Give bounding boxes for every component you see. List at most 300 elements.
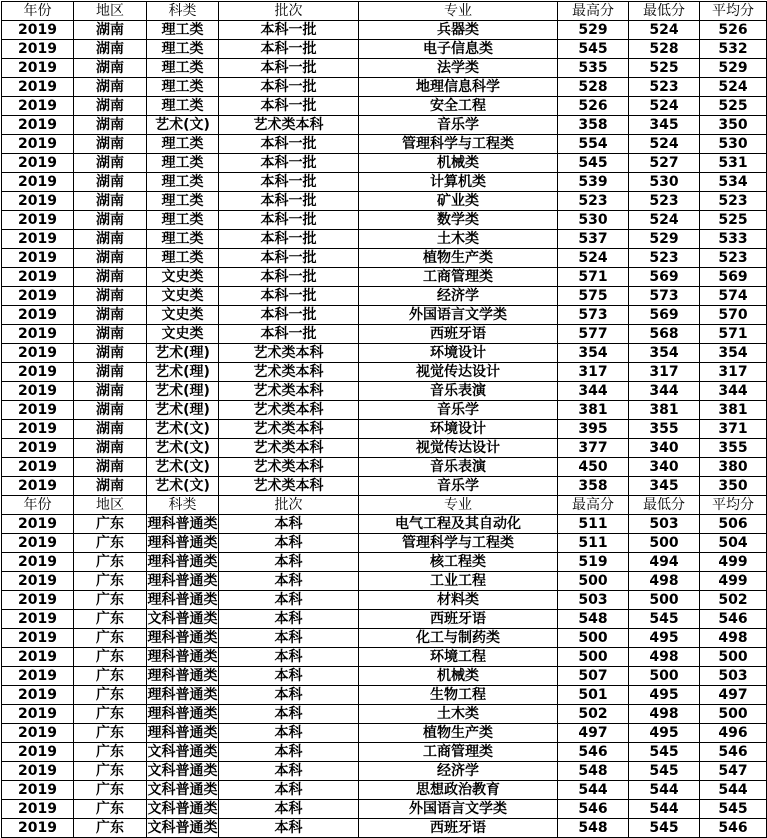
cell-category: 艺术(理): [147, 363, 219, 382]
cell-year: 2019: [2, 534, 74, 553]
cell-avg-score: 544: [700, 781, 767, 800]
cell-batch: 本科一批: [219, 287, 359, 306]
cell-min-score: 495: [629, 629, 700, 648]
table-row: [2, 534, 767, 553]
cell-min-score: 544: [629, 781, 700, 800]
cell-year: 2019: [2, 743, 74, 762]
cell-batch: 本科: [219, 591, 359, 610]
table-row: [2, 249, 767, 268]
table-row: [2, 800, 767, 819]
cell-year: 2019: [2, 287, 74, 306]
cell-category: 理科普通类: [147, 630, 218, 646]
table-row: [2, 591, 767, 610]
cell-major: 电气工程及其自动化: [359, 515, 558, 534]
cell-max-score: 546: [558, 743, 629, 762]
cell-max-score: 344: [558, 382, 629, 401]
cell-batch: 艺术类本科: [219, 458, 359, 477]
cell-min-score: 524: [629, 21, 700, 40]
cell-avg-score: 523: [700, 249, 767, 268]
cell-major: 植物生产类: [359, 249, 558, 268]
cell-min-score: 524: [629, 211, 700, 230]
cell-batch: 艺术类本科: [219, 420, 359, 439]
header-region: 地区: [74, 2, 147, 21]
cell-major: 植物生产类: [359, 724, 558, 743]
cell-avg-score: 546: [700, 819, 767, 838]
cell-year: 2019: [2, 610, 74, 629]
cell-batch: 本科一批: [219, 306, 359, 325]
cell-min-score: 498: [629, 705, 700, 724]
cell-avg-score: 354: [700, 344, 767, 363]
cell-category: 理工类: [147, 78, 219, 97]
cell-category: 文史类: [147, 268, 219, 287]
cell-batch: 本科: [219, 781, 359, 800]
cell-year: 2019: [2, 154, 74, 173]
cell-min-score: 494: [629, 553, 700, 572]
cell-min-score: 530: [629, 173, 700, 192]
cell-min-score: 545: [629, 610, 700, 629]
cell-avg-score: 506: [700, 515, 767, 534]
cell-year: 2019: [2, 667, 74, 686]
cell-batch: 本科一批: [219, 40, 359, 59]
cell-batch: 艺术类本科: [219, 363, 359, 382]
cell-avg-score: 504: [700, 534, 767, 553]
cell-category: 理科普通类: [147, 535, 218, 551]
cell-category: 文史类: [147, 325, 219, 344]
cell-avg-score: 499: [700, 572, 767, 591]
cell-year: 2019: [2, 686, 74, 705]
cell-year: 2019: [2, 78, 74, 97]
cell-avg-score: 570: [700, 306, 767, 325]
cell-category: 理科普通类: [147, 725, 218, 741]
cell-major: 环境设计: [359, 420, 558, 439]
cell-region: 湖南: [74, 211, 147, 230]
cell-max-score: 511: [558, 534, 629, 553]
cell-region: 广东: [74, 667, 147, 686]
cell-year: 2019: [2, 192, 74, 211]
table-row: [2, 477, 767, 496]
cell-avg-score: 502: [700, 591, 767, 610]
cell-max-score: 548: [558, 762, 629, 781]
cell-batch: 本科一批: [219, 21, 359, 40]
cell-major: 兵器类: [359, 21, 558, 40]
cell-avg-score: 344: [700, 382, 767, 401]
cell-min-score: 523: [629, 249, 700, 268]
cell-max-score: 535: [558, 59, 629, 78]
header-year: 年份: [2, 2, 74, 21]
cell-category: 艺术(理): [147, 344, 219, 363]
cell-batch: 本科: [219, 610, 359, 629]
cell-region: 湖南: [74, 287, 147, 306]
cell-region: 湖南: [74, 97, 147, 116]
table-row: [2, 40, 767, 59]
cell-region: 湖南: [74, 477, 147, 496]
cell-max-score: 573: [558, 306, 629, 325]
cell-max-score: 544: [558, 781, 629, 800]
cell-batch: 本科: [219, 553, 359, 572]
cell-min-score: 524: [629, 135, 700, 154]
table-row: [2, 135, 767, 154]
table-row: [2, 610, 767, 629]
cell-avg-score: 533: [700, 230, 767, 249]
cell-batch: 本科一批: [219, 173, 359, 192]
cell-min-score: 495: [629, 686, 700, 705]
cell-region: 湖南: [74, 325, 147, 344]
cell-region: 湖南: [74, 249, 147, 268]
cell-min-score: 355: [629, 420, 700, 439]
cell-region: 广东: [74, 781, 147, 800]
cell-major: 外国语言文学类: [359, 306, 558, 325]
cell-batch: 本科: [219, 515, 359, 534]
cell-major: 音乐学: [359, 401, 558, 420]
cell-year: 2019: [2, 21, 74, 40]
cell-category: 理科普通类: [147, 687, 218, 703]
cell-max-score: 528: [558, 78, 629, 97]
cell-region: 湖南: [74, 401, 147, 420]
table-row: [2, 78, 767, 97]
cell-major: 管理科学与工程类: [359, 135, 558, 154]
cell-avg-score: 530: [700, 135, 767, 154]
cell-batch: 本科一批: [219, 59, 359, 78]
cell-region: 湖南: [74, 78, 147, 97]
cell-major: 工商管理类: [359, 743, 558, 762]
table-row: [2, 705, 767, 724]
cell-min-score: 524: [629, 97, 700, 116]
table-row: [2, 154, 767, 173]
cell-max-score: 501: [558, 686, 629, 705]
cell-avg-score: 571: [700, 325, 767, 344]
cell-category: 艺术(文): [147, 477, 219, 496]
cell-max-score: 497: [558, 724, 629, 743]
cell-category: 文科普通类: [147, 744, 218, 760]
table-header-row: [2, 2, 767, 21]
header-min: 最低分: [629, 496, 700, 515]
table-row: [2, 211, 767, 230]
cell-batch: 本科一批: [219, 230, 359, 249]
table-row: [2, 553, 767, 572]
cell-category: 理工类: [147, 211, 219, 230]
cell-batch: 本科一批: [219, 211, 359, 230]
cell-major: 材料类: [359, 591, 558, 610]
cell-region: 湖南: [74, 21, 147, 40]
table-row: [2, 363, 767, 382]
cell-category: 理工类: [147, 154, 219, 173]
cell-region: 湖南: [74, 154, 147, 173]
cell-year: 2019: [2, 401, 74, 420]
cell-min-score: 500: [629, 591, 700, 610]
header-major: 专业: [359, 496, 558, 515]
cell-max-score: 500: [558, 629, 629, 648]
cell-category: 艺术(文): [147, 458, 219, 477]
header-category: 科类: [147, 496, 219, 515]
table-row: [2, 743, 767, 762]
cell-avg-score: 371: [700, 420, 767, 439]
table-row: [2, 230, 767, 249]
cell-region: 广东: [74, 515, 147, 534]
cell-year: 2019: [2, 40, 74, 59]
cell-region: 湖南: [74, 230, 147, 249]
cell-region: 湖南: [74, 363, 147, 382]
cell-avg-score: 525: [700, 97, 767, 116]
cell-max-score: 354: [558, 344, 629, 363]
cell-category: 理工类: [147, 192, 219, 211]
cell-min-score: 545: [629, 743, 700, 762]
cell-batch: 本科: [219, 667, 359, 686]
cell-min-score: 573: [629, 287, 700, 306]
table-row: [2, 572, 767, 591]
cell-region: 湖南: [74, 59, 147, 78]
cell-max-score: 395: [558, 420, 629, 439]
cell-major: 机械类: [359, 667, 558, 686]
cell-category: 理科普通类: [147, 668, 218, 684]
cell-year: 2019: [2, 724, 74, 743]
cell-max-score: 537: [558, 230, 629, 249]
cell-major: 核工程类: [359, 553, 558, 572]
table-row: [2, 116, 767, 135]
cell-min-score: 525: [629, 59, 700, 78]
cell-year: 2019: [2, 116, 74, 135]
cell-category: 理工类: [147, 173, 219, 192]
cell-category: 艺术(文): [147, 420, 219, 439]
cell-batch: 本科: [219, 819, 359, 838]
cell-region: 广东: [74, 534, 147, 553]
cell-region: 广东: [74, 591, 147, 610]
cell-max-score: 511: [558, 515, 629, 534]
cell-avg-score: 381: [700, 401, 767, 420]
cell-min-score: 354: [629, 344, 700, 363]
cell-min-score: 317: [629, 363, 700, 382]
table-row: [2, 401, 767, 420]
cell-min-score: 523: [629, 78, 700, 97]
cell-category: 理工类: [147, 97, 219, 116]
cell-year: 2019: [2, 325, 74, 344]
cell-major: 环境设计: [359, 344, 558, 363]
cell-major: 经济学: [359, 762, 558, 781]
cell-category: 理工类: [147, 249, 219, 268]
cell-category: 艺术(文): [147, 116, 219, 135]
table-row: [2, 667, 767, 686]
cell-avg-score: 529: [700, 59, 767, 78]
cell-category: 文科普通类: [147, 611, 218, 627]
cell-year: 2019: [2, 819, 74, 838]
cell-region: 广东: [74, 686, 147, 705]
cell-min-score: 529: [629, 230, 700, 249]
table-row: [2, 724, 767, 743]
cell-batch: 本科: [219, 762, 359, 781]
cell-major: 视觉传达设计: [359, 363, 558, 382]
cell-avg-score: 546: [700, 743, 767, 762]
cell-category: 理科普通类: [147, 573, 218, 589]
cell-batch: 艺术类本科: [219, 477, 359, 496]
table-row: [2, 420, 767, 439]
cell-year: 2019: [2, 59, 74, 78]
cell-avg-score: 496: [700, 724, 767, 743]
cell-batch: 本科: [219, 705, 359, 724]
cell-category: 艺术(文): [147, 439, 219, 458]
cell-avg-score: 532: [700, 40, 767, 59]
cell-max-score: 571: [558, 268, 629, 287]
cell-region: 广东: [74, 648, 147, 667]
cell-min-score: 344: [629, 382, 700, 401]
cell-max-score: 358: [558, 116, 629, 135]
cell-major: 法学类: [359, 59, 558, 78]
cell-min-score: 503: [629, 515, 700, 534]
header-batch: 批次: [219, 496, 359, 515]
cell-region: 广东: [74, 800, 147, 819]
cell-avg-score: 503: [700, 667, 767, 686]
table-row: [2, 59, 767, 78]
cell-major: 地理信息科学: [359, 78, 558, 97]
cell-major: 管理科学与工程类: [359, 534, 558, 553]
cell-region: 广东: [74, 743, 147, 762]
cell-category: 理工类: [147, 40, 219, 59]
table-row: [2, 344, 767, 363]
table-row: [2, 458, 767, 477]
cell-batch: 本科一批: [219, 97, 359, 116]
cell-batch: 本科: [219, 686, 359, 705]
cell-min-score: 523: [629, 192, 700, 211]
table-row: [2, 173, 767, 192]
cell-major: 土木类: [359, 230, 558, 249]
cell-region: 广东: [74, 819, 147, 838]
cell-batch: 本科: [219, 629, 359, 648]
cell-category: 文科普通类: [147, 782, 218, 798]
table-header-row: [2, 496, 767, 515]
cell-category: 理工类: [147, 230, 219, 249]
cell-year: 2019: [2, 553, 74, 572]
cell-batch: 本科一批: [219, 154, 359, 173]
cell-category: 理科普通类: [147, 592, 218, 608]
cell-major: 数学类: [359, 211, 558, 230]
cell-min-score: 498: [629, 648, 700, 667]
cell-avg-score: 500: [700, 705, 767, 724]
cell-max-score: 539: [558, 173, 629, 192]
cell-max-score: 545: [558, 40, 629, 59]
cell-major: 视觉传达设计: [359, 439, 558, 458]
cell-min-score: 495: [629, 724, 700, 743]
cell-min-score: 545: [629, 762, 700, 781]
cell-year: 2019: [2, 591, 74, 610]
cell-min-score: 528: [629, 40, 700, 59]
cell-avg-score: 545: [700, 800, 767, 819]
table-row: [2, 287, 767, 306]
cell-max-score: 575: [558, 287, 629, 306]
cell-avg-score: 574: [700, 287, 767, 306]
cell-max-score: 526: [558, 97, 629, 116]
cell-year: 2019: [2, 97, 74, 116]
cell-min-score: 381: [629, 401, 700, 420]
cell-region: 湖南: [74, 382, 147, 401]
cell-major: 音乐学: [359, 477, 558, 496]
cell-region: 湖南: [74, 420, 147, 439]
cell-max-score: 503: [558, 591, 629, 610]
cell-category: 理工类: [147, 21, 219, 40]
cell-batch: 艺术类本科: [219, 116, 359, 135]
cell-min-score: 569: [629, 306, 700, 325]
cell-max-score: 450: [558, 458, 629, 477]
cell-avg-score: 355: [700, 439, 767, 458]
cell-major: 音乐学: [359, 116, 558, 135]
header-year: 年份: [2, 496, 74, 515]
table-body: [2, 2, 767, 838]
table-row: [2, 648, 767, 667]
cell-year: 2019: [2, 344, 74, 363]
cell-region: 湖南: [74, 439, 147, 458]
header-avg: 平均分: [700, 2, 767, 21]
cell-region: 广东: [74, 610, 147, 629]
table-row: [2, 439, 767, 458]
table-row: [2, 629, 767, 648]
cell-batch: 艺术类本科: [219, 439, 359, 458]
header-major: 专业: [359, 2, 558, 21]
cell-batch: 本科: [219, 572, 359, 591]
cell-major: 西班牙语: [359, 325, 558, 344]
cell-year: 2019: [2, 648, 74, 667]
table-row: [2, 686, 767, 705]
cell-batch: 本科一批: [219, 192, 359, 211]
cell-max-score: 529: [558, 21, 629, 40]
cell-batch: 本科: [219, 724, 359, 743]
table-row: [2, 97, 767, 116]
table-row: [2, 192, 767, 211]
table-row: [2, 382, 767, 401]
cell-major: 音乐表演: [359, 458, 558, 477]
cell-max-score: 317: [558, 363, 629, 382]
cell-region: 湖南: [74, 458, 147, 477]
cell-year: 2019: [2, 268, 74, 287]
header-region: 地区: [74, 496, 147, 515]
cell-region: 广东: [74, 572, 147, 591]
cell-major: 安全工程: [359, 97, 558, 116]
cell-batch: 本科一批: [219, 78, 359, 97]
cell-category: 艺术(理): [147, 382, 219, 401]
table-row: [2, 306, 767, 325]
cell-region: 湖南: [74, 268, 147, 287]
table-row: [2, 325, 767, 344]
table-row: [2, 781, 767, 800]
cell-year: 2019: [2, 135, 74, 154]
cell-region: 广东: [74, 629, 147, 648]
cell-max-score: 524: [558, 249, 629, 268]
cell-avg-score: 317: [700, 363, 767, 382]
cell-major: 西班牙语: [359, 610, 558, 629]
cell-category: 理科普通类: [147, 649, 218, 665]
cell-avg-score: 524: [700, 78, 767, 97]
cell-min-score: 340: [629, 439, 700, 458]
table-row: [2, 268, 767, 287]
cell-max-score: 554: [558, 135, 629, 154]
cell-category: 文科普通类: [147, 820, 218, 836]
cell-major: 经济学: [359, 287, 558, 306]
cell-year: 2019: [2, 306, 74, 325]
cell-category: 艺术(理): [147, 401, 219, 420]
cell-region: 湖南: [74, 344, 147, 363]
cell-region: 广东: [74, 762, 147, 781]
cell-avg-score: 569: [700, 268, 767, 287]
cell-min-score: 340: [629, 458, 700, 477]
cell-year: 2019: [2, 420, 74, 439]
header-category: 科类: [147, 2, 219, 21]
cell-batch: 艺术类本科: [219, 382, 359, 401]
cell-region: 湖南: [74, 306, 147, 325]
cell-min-score: 545: [629, 819, 700, 838]
table-row: [2, 21, 767, 40]
cell-max-score: 523: [558, 192, 629, 211]
cell-avg-score: 498: [700, 629, 767, 648]
cell-min-score: 500: [629, 534, 700, 553]
header-min: 最低分: [629, 2, 700, 21]
cell-batch: 本科一批: [219, 249, 359, 268]
cell-year: 2019: [2, 230, 74, 249]
